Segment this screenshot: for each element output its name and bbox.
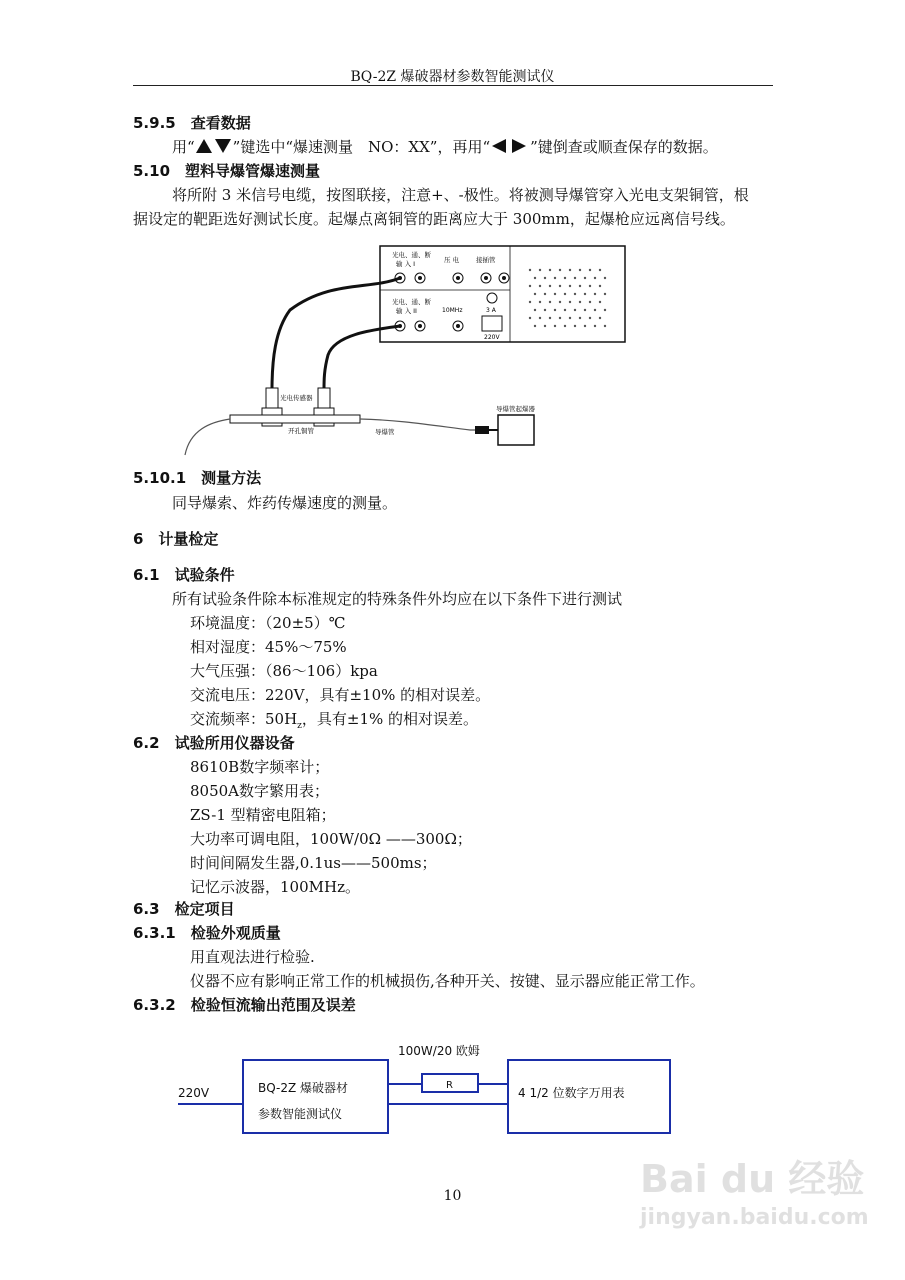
freq-text: 交流频率：50H (190, 710, 298, 728)
label-10mhz: 10MHz (442, 307, 463, 314)
page-number: 10 (443, 1188, 462, 1204)
device-label-1: BQ-2Z 爆破器材 (258, 1081, 349, 1095)
cable-1 (272, 278, 400, 390)
paragraph-6-3-1-line2: 仪器不应有影响正常工作的机械损伤,各种开关、按键、显示器应能正常工作。 (190, 972, 705, 990)
heading-6-2: 6.2 试验所用仪器设备 (133, 734, 295, 752)
equipment-item: 8610B数字频率计； (190, 758, 330, 776)
paragraph-5-9-5 (172, 136, 718, 157)
resistor-symbol: R (446, 1080, 453, 1091)
label-igniter: 导爆管起爆器 (496, 405, 535, 413)
heading-6: 6 计量检定 (133, 530, 219, 548)
cable-2 (324, 326, 400, 390)
equipment-item: 记忆示波器，100MHz。 (190, 878, 360, 896)
baidu-watermark (640, 1148, 870, 1248)
label-tube-hole: 开孔铜管 (288, 427, 314, 435)
heading-6-3-2: 6.3.2 检验恒流输出范围及误差 (133, 996, 356, 1014)
equipment-item: ZS-1 型精密电阻箱； (190, 806, 336, 824)
watermark-url: jingyan.baidu.com (640, 1205, 869, 1230)
text-part-b: ”键选中“爆速测量 NO：XX”，再用“ (232, 138, 491, 156)
fuse-holder (487, 293, 497, 303)
copper-tube (230, 415, 360, 423)
meter-label: 4 1/2 位数字万用表 (518, 1086, 625, 1100)
paragraph-5-10-line2: 据设定的靶距选好测试长度。起爆点离铜管的距离应大于 300mm，起爆枪应远离信号线。 (133, 210, 735, 228)
input-label: 220V (178, 1086, 210, 1100)
label-input-2b: 输 入 II (396, 307, 417, 315)
freq-text-tail: ，具有±1% 的相对误差。 (301, 710, 479, 728)
watermark-brand: Bai du 经验 (640, 1157, 865, 1201)
speaker-grille (529, 269, 606, 327)
label-fuse: 3 A (486, 307, 496, 314)
paragraph-6-1: 所有试验条件除本标准规定的特殊条件外均应在以下条件下进行测试 (172, 590, 623, 608)
equipment-item: 大功率可调电阻，100W/0Ω ——300Ω； (190, 830, 472, 848)
heading-5-9-5: 5.9.5 查看数据 (133, 114, 251, 132)
device-block (243, 1060, 388, 1133)
device-label-2: 参数智能测试仪 (258, 1107, 343, 1121)
paragraph-6-3-1-line1: 用直观法进行检验. (190, 948, 315, 966)
text-part-a: 用“ (172, 138, 195, 156)
connector-1 (266, 388, 278, 408)
heading-6-1: 6.1 试验条件 (133, 566, 235, 584)
condition-item: 相对湿度：45%～75% (190, 638, 347, 656)
label-220v: 220V (484, 334, 500, 341)
label-pressure: 压 电 (444, 256, 460, 264)
shock-tube-left (185, 419, 230, 455)
header-rule (133, 85, 773, 86)
label-shock-tube: 导爆管 (375, 428, 395, 436)
freq-subscript: z (297, 721, 302, 731)
connection-diagram (170, 240, 640, 465)
label-input-2: 光电、通、断 (392, 298, 431, 306)
label-input-1b: 输 入 I (396, 260, 416, 268)
equipment-item: 时间间隔发生器,0.1us——500ms； (190, 854, 437, 872)
heading-6-3: 6.3 检定项目 (133, 900, 235, 918)
label-probe: 接插管 (476, 256, 496, 264)
block-diagram (170, 1040, 690, 1140)
text-part-c: ”键倒查或顺查保存的数据。 (530, 138, 718, 156)
power-socket (482, 316, 502, 331)
left-right-arrows-icon (490, 138, 530, 154)
equipment-item: 8050A数字繁用表； (190, 782, 330, 800)
condition-item: 大气压强：（86～106）kpa (190, 662, 378, 680)
igniter-plug (475, 426, 489, 434)
heading-5-10-1: 5.10.1 测量方法 (133, 469, 262, 487)
condition-item: 环境温度：（20±5）℃ (190, 614, 346, 632)
up-down-arrows-icon (195, 138, 233, 154)
condition-item: 交流电压：220V，具有±10% 的相对误差。 (190, 686, 491, 704)
resistor-label: 100W/20 欧姆 (398, 1044, 480, 1058)
label-input-1: 光电、通、断 (392, 251, 431, 259)
heading-5-10: 5.10 塑料导爆管爆速测量 (133, 162, 321, 180)
igniter-box (498, 415, 534, 445)
label-sensor: 光电传感器 (280, 394, 313, 402)
running-header: BQ-2Z 爆破器材参数智能测试仪 (350, 69, 555, 85)
connector-2 (318, 388, 330, 408)
paragraph-5-10-1: 同导爆索、炸药传爆速度的测量。 (172, 494, 398, 512)
paragraph-5-10-line1: 将所附 3 米信号电缆，按图联接，注意+、-极性。将被测导爆管穿入光电支架铜管，根 (172, 186, 749, 204)
heading-6-3-1: 6.3.1 检验外观质量 (133, 924, 281, 942)
condition-item (190, 708, 478, 731)
